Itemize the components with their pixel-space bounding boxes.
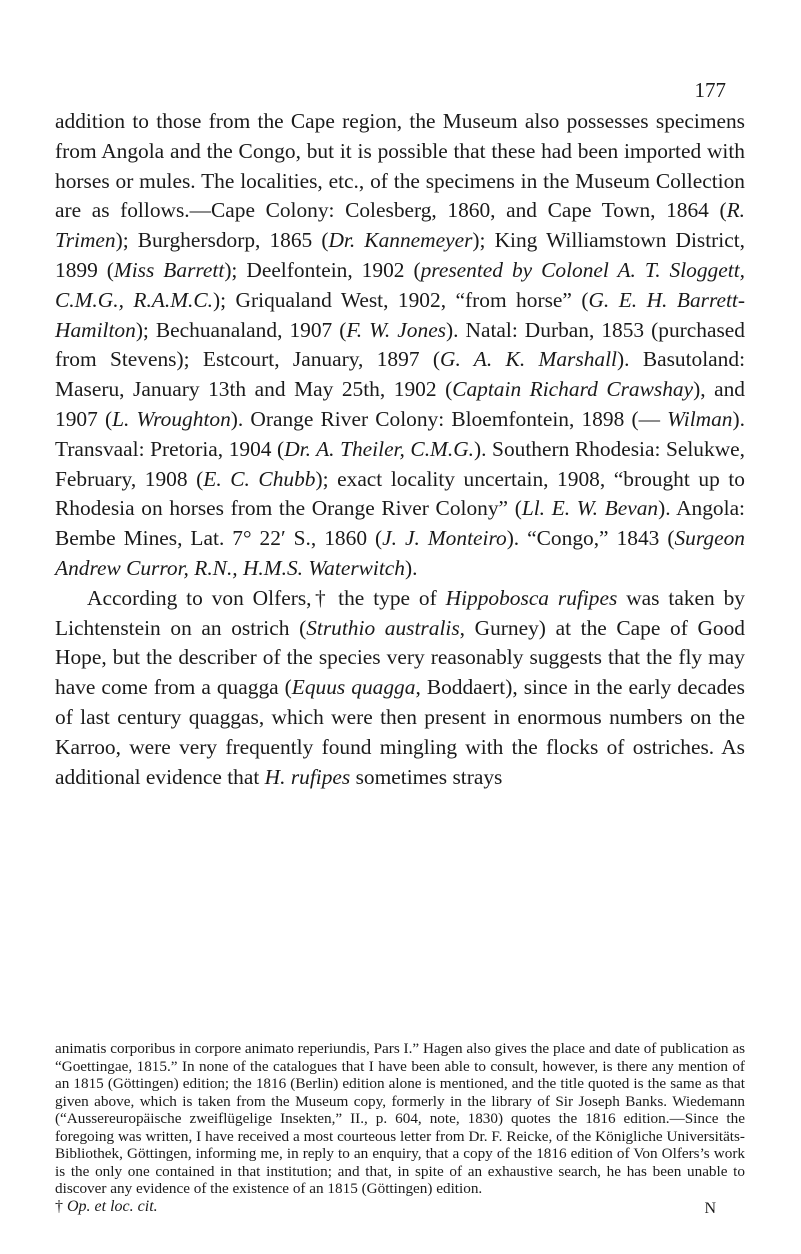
footnotes: [55, 1040, 745, 1215]
footnote-dagger: † Op. et loc. cit.: [55, 1197, 158, 1215]
footnote-continued: animatis corporibus in corpore animato reperiundis, Pars I.” Hagen also gives the place and date of publication as “Goettingae, 1815.” In none of the catalogues that I have been able to consult, however, is there any mention of an 1815 (Göttingen) edition; the 1816 (Berlin) edition alone is mentioned, and the title quoted is the same as that given above, which is taken from the Museum copy, formerly in the library of Sir Joseph Banks. Wiedemann (“Aussereuropäische zweiflügelige Insekten,” II., p. 604, note, 1830) quotes the 1816 edition.—Since the foregoing was written, I have received a most courteous letter from Dr. F. Reicke, of the Königliche Universitäts-Bibliothek, Göttingen, informing me, in reply to an enquiry, that a copy of the 1816 edition of Von Olfers’s work is the only one contained in that institution; and that, in spite of an exhaustive search, he has been unable to discover any evidence of the existence of an 1815 (Göttingen) edition.: [55, 1040, 745, 1197]
page-number: 177: [694, 78, 726, 102]
paragraph-localities: addition to those from the Cape region, the Museum also possesses specimens from Angola and the Congo, but it is possible that these had been imported with horses or mules. The localities, etc., of the specimens in the Museum Collection are as follows.—Cape Colony: Colesberg, 1860, and Cape Town, 1864 (R. Trimen); Burghersdorp, 1865 (Dr. Kannemeyer); King Williamstown District, 1899 (Miss Barrett); Deelfontein, 1902 (presented by Colonel A. T. Sloggett, C.M.G., R.A.M.C.); Griqualand West, 1902, “from horse” (G. E. H. Barrett-Hamilton); Bechuanaland, 1907 (F. W. Jones). Natal: Durban, 1853 (purchased from Stevens); Estcourt, January, 1897 (G. A. K. Marshall). Basutoland: Maseru, January 13th and May 25th, 1902 (Captain Richard Crawshay), and 1907 (L. Wroughton). Orange River Colony: Bloemfontein, 1898 (— Wilman). Transvaal: Pretoria, 1904 (Dr. A. Theiler, C.M.G.). Southern Rhodesia: Selukwe, February, 1908 (E. C. Chubb); exact locality uncertain, 1908, “brought up to Rhodesia on horses from the Orange River Colony” (Ll. E. W. Bevan). Angola: Bembe Mines, Lat. 7° 22′ S., 1860 (J. J. Monteiro). “Congo,” 1843 (Surgeon Andrew Curror, R.N., H.M.S. Waterwitch).: [55, 109, 746, 580]
main-text: [55, 107, 745, 792]
paragraph-type-specimen: According to von Olfers,† the type of Hippobosca rufipes was taken by Lichtenstein on an ostrich (Struthio australis, Gurney) at the Cape of Good Hope, but the describer of the species very reasonably suggests that the fly may have come from a quagga (Equus quagga, Boddaert), since in the early decades of last century quaggas, which were then present in enormous numbers on the Karroo, were very frequently found mingling with the flocks of ostriches. As additional evidence that H. rufipes sometimes strays: [55, 585, 745, 789]
signature-mark: N: [704, 1200, 716, 1217]
